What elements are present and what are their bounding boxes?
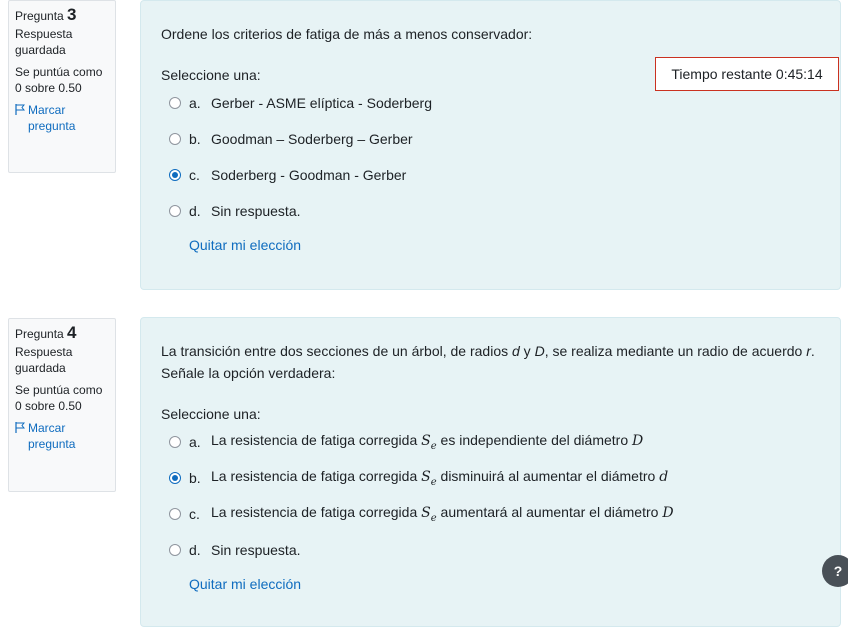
timer-value: 0:45:14	[775, 66, 823, 82]
text-segment: es independiente del diámetro	[436, 432, 632, 449]
select-prompt: Seleccione una:	[161, 67, 261, 83]
radio-button[interactable]	[169, 508, 181, 520]
answer-option-c[interactable]	[161, 157, 820, 193]
option-letter: b.	[189, 131, 201, 147]
text-segment: La resistencia de fatiga corregida	[211, 468, 422, 485]
question-state: Respuesta guardada	[15, 345, 73, 375]
option-text	[211, 504, 674, 524]
variable: D	[662, 505, 674, 522]
radio-button[interactable]	[169, 97, 181, 109]
question-text: Ordene los criterios de fatiga de más a menos conservador:	[161, 26, 533, 42]
question-grade: Se puntúa como 0 sobre 0.50	[15, 65, 103, 95]
radio-button[interactable]	[169, 133, 181, 145]
timer-label: Tiempo restante	[671, 66, 773, 82]
variable: d	[659, 469, 669, 486]
help-button[interactable]	[822, 555, 848, 587]
text-segment: La resistencia de fatiga corregida	[211, 504, 422, 521]
text-segment: , se realiza mediante un radio de acuerdo	[544, 343, 807, 359]
answer-option-d[interactable]	[161, 532, 820, 568]
symbol-subscript: e	[430, 512, 437, 524]
flag-question-link[interactable]	[15, 420, 109, 452]
question-number	[15, 7, 109, 24]
option-letter: b.	[189, 470, 201, 486]
option-letter: a.	[189, 95, 201, 111]
symbol: S	[421, 433, 431, 450]
text-segment: . Señale la opción verdadera:	[161, 343, 815, 381]
question-text	[161, 340, 820, 384]
answer-option-a[interactable]	[161, 424, 820, 460]
symbol-subscript: e	[430, 476, 437, 488]
flag-label: Marcar pregunta	[28, 421, 76, 451]
flag-icon	[15, 104, 25, 115]
radio-button[interactable]	[169, 544, 181, 556]
question-number-value: 3	[67, 5, 77, 24]
text-segment: aumentará al aumentar el diámetro	[436, 504, 663, 521]
variable: D	[632, 433, 644, 450]
question-content	[140, 317, 841, 627]
variable-r: r	[806, 343, 811, 359]
answer-option-d[interactable]	[161, 193, 820, 229]
text-segment: La resistencia de fatiga corregida	[211, 432, 422, 449]
radio-button[interactable]	[169, 436, 181, 448]
question-content	[140, 0, 841, 290]
question-label: Pregunta	[15, 9, 64, 23]
select-prompt: Seleccione una:	[161, 406, 261, 422]
answer-option-c[interactable]	[161, 496, 820, 532]
text-segment: y	[519, 343, 535, 359]
option-text	[211, 432, 643, 452]
symbol: S	[421, 505, 431, 522]
symbol-Se	[421, 469, 437, 488]
symbol-Se	[421, 505, 437, 524]
radio-button[interactable]	[169, 205, 181, 217]
symbol-Se	[421, 433, 437, 452]
option-letter: d.	[189, 203, 201, 219]
clear-choice-link[interactable]: Quitar mi elección	[189, 237, 302, 253]
option-letter: a.	[189, 434, 201, 450]
variable-D: D	[534, 343, 545, 359]
question-grade: Se puntúa como 0 sobre 0.50	[15, 383, 103, 413]
symbol-subscript: e	[430, 440, 437, 452]
option-letter: c.	[189, 167, 200, 183]
flag-label: Marcar pregunta	[28, 103, 76, 133]
option-text	[211, 468, 668, 488]
radio-button-selected[interactable]	[169, 472, 181, 484]
option-letter: c.	[189, 506, 200, 522]
question-number	[15, 325, 109, 342]
answer-option-b[interactable]	[161, 121, 820, 157]
clear-choice-link[interactable]: Quitar mi elección	[189, 576, 302, 592]
text-segment: La transición entre dos secciones de un árbol, de radios	[161, 343, 512, 359]
answer-option-b[interactable]	[161, 460, 820, 496]
option-text: Gerber - ASME elíptica - Soderberg	[211, 95, 432, 111]
flag-question-link[interactable]	[15, 102, 109, 134]
question-mark-icon: ?	[833, 563, 843, 579]
text-segment: disminuirá al aumentar el diámetro	[436, 468, 660, 485]
question-number-value: 4	[67, 323, 77, 342]
question-info	[8, 318, 116, 492]
option-text: Sin respuesta.	[211, 203, 301, 219]
symbol: S	[421, 469, 431, 486]
flag-icon	[15, 422, 25, 433]
option-text: Goodman – Soderberg – Gerber	[211, 131, 413, 147]
variable-d: d	[512, 343, 520, 359]
radio-button-selected[interactable]	[169, 169, 181, 181]
option-text: Soderberg - Goodman - Gerber	[211, 167, 407, 183]
question-label: Pregunta	[15, 327, 64, 341]
option-text: Sin respuesta.	[211, 542, 301, 558]
option-letter: d.	[189, 542, 201, 558]
question-state: Respuesta guardada	[15, 27, 73, 57]
question-info	[8, 0, 116, 173]
time-remaining	[655, 57, 839, 91]
